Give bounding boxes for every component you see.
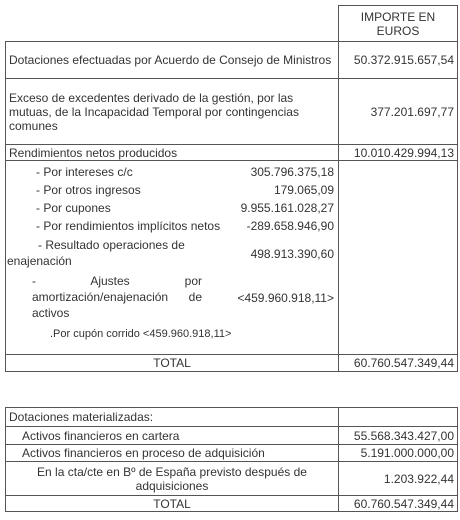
- row-label: Dotaciones efectuadas por Acuerdo de Consejo de Ministros: [6, 42, 339, 79]
- section-heading: Dotaciones materializadas:: [6, 408, 339, 427]
- row-value: 1.203.922,44: [339, 462, 458, 496]
- breakdown-value: <459.960.918,11>: [237, 291, 334, 305]
- row-label: Activos financieros en cartera: [6, 427, 339, 445]
- breakdown-label: - Por intereses c/c: [36, 165, 133, 179]
- breakdown-value: 498.913.390,60: [250, 247, 334, 261]
- table-row: [6, 145, 458, 161]
- row-value: 10.010.429.994,13: [339, 145, 458, 161]
- row-label: Exceso de excedentes derivado de la gestión, por las mutuas, de la Incapacidad Temporal por contingencias comunes: [6, 79, 339, 145]
- row-value: 5.191.000.000,00: [339, 445, 458, 462]
- total-label: TOTAL: [6, 355, 339, 372]
- table-row: [6, 462, 458, 496]
- table-row: [6, 79, 458, 145]
- total-value: 60.760.547.349,44: [339, 355, 458, 372]
- column-header-importe: IMPORTE EN EUROS: [339, 6, 458, 42]
- breakdown-label: .Por cupón corrido <459.960.918,11>: [50, 328, 232, 340]
- table-row: [6, 42, 458, 79]
- table-dotaciones-materializadas: [5, 407, 458, 512]
- row-label: Activos financieros en proceso de adquisición: [6, 445, 339, 462]
- breakdown-label: - Por otros ingresos: [36, 183, 141, 197]
- total-label: TOTAL: [6, 496, 339, 512]
- table-row: [6, 445, 458, 462]
- breakdown-label: - Resultado operaciones de enajenación: [7, 238, 185, 268]
- breakdown-label: - Por rendimientos implícitos netos: [36, 219, 221, 233]
- total-row: [6, 496, 458, 512]
- breakdown-value: 179.065,09: [273, 183, 334, 197]
- row-value: 50.372.915.657,54: [339, 42, 458, 79]
- row-value: 377.201.697,77: [339, 79, 458, 145]
- breakdown-label: - Ajustes por amortización/enajenación de activos: [32, 274, 202, 320]
- breakdown-label: - Por cupones: [36, 201, 111, 215]
- table-dotaciones: [5, 5, 458, 372]
- breakdown-block: [6, 161, 458, 355]
- row-label: En la cta/cte en Bº de España previsto después de adquisiciones: [6, 462, 339, 496]
- breakdown-value: 9.955.161.028,27: [240, 201, 334, 215]
- breakdown-value: 305.796.375,18: [250, 165, 334, 179]
- total-value: 60.760.547.349,44: [339, 496, 458, 512]
- total-row: [6, 355, 458, 372]
- breakdown-value: -289.658.946,90: [246, 219, 334, 233]
- row-value: 55.568.343.427,00: [339, 427, 458, 445]
- table-row: [6, 427, 458, 445]
- row-label: Rendimientos netos producidos: [6, 145, 339, 161]
